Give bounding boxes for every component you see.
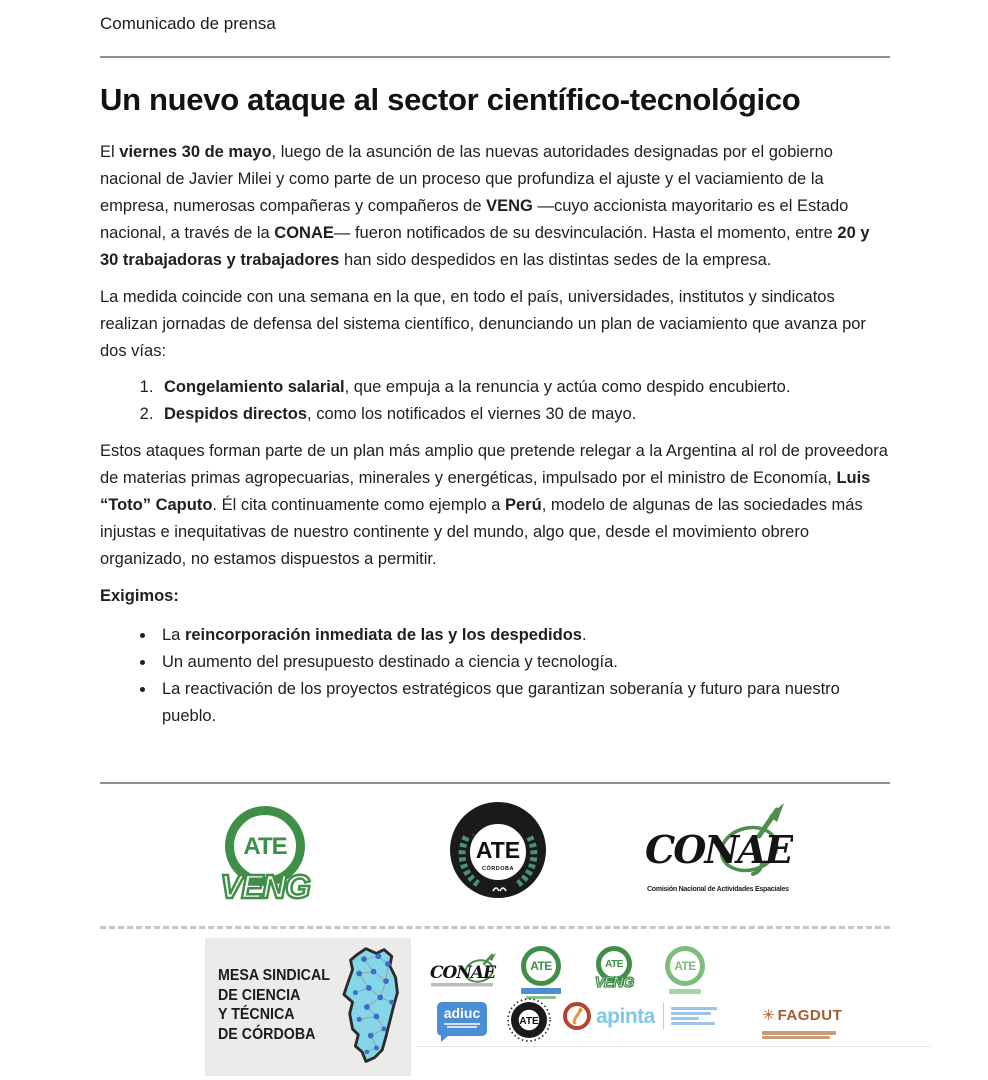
- ate-badge-label: ATE: [530, 958, 552, 973]
- list-item-projects: • La reactivación de los proyectos estratégicos que garantizan soberanía y futuro para nuestro pueblo.: [156, 676, 890, 730]
- apinta-caption-bars: [671, 1007, 717, 1025]
- mesa-sindical-logo: [205, 938, 411, 1076]
- fagdut-label: FAGDUT: [777, 1007, 843, 1024]
- apinta-ring-icon: [563, 1002, 591, 1030]
- ate-veng-ate-label: ATE: [243, 832, 287, 860]
- ate-veng-small-logo: [587, 946, 641, 991]
- member-logos-panel: [417, 938, 755, 1048]
- ate-badge2-label: ATE: [674, 958, 696, 973]
- ate-veng-logo: [205, 806, 325, 904]
- divider-logos: [100, 782, 890, 784]
- paragraph-plan: Estos ataques forman parte de un plan más amplio que pretende relegar a la Argentina al rol de proveedora de materias primas agropecuarias, minerales y energéticas, impulsado por el ministro de Economía, Luis “Toto” Caputo. Él cita continuamente como ejemplo a Perú, modelo de algunas de las sociedades más injustas e inequitativas de nuestro continente y del mundo, algo que, desde el movimiento obrero organizado, no estamos dispuestos a permitir.: [100, 442, 888, 568]
- adiuc-label: adiuc: [443, 1005, 481, 1021]
- mesa-line-2: DE CIENCIA: [218, 986, 301, 1004]
- apinta-giraffe-icon: [569, 1007, 585, 1025]
- adiuc-caption-bar: [444, 1023, 480, 1025]
- paragraph-dismissals: El viernes 30 de mayo, luego de la asunción de las nuevas autoridades designadas por el gobierno nacional de Javier Milei y como parte de un proceso que profundiza el ajuste y el vaciamiento de la empresa, numerosas compañeras y compañeros de VENG —cuyo accionista mayoritario es el Estado nacional, a través de la CONAE— fueron notificados de su desvinculación. Hasta el momento, entre 20 y 30 trabajadoras y trabajadores han sido despedidos en las distintas sedes de la empresa.: [100, 143, 870, 269]
- mesa-line-3: Y TÉCNICA: [218, 1006, 295, 1023]
- ate-veng-veng-label: VENG: [220, 868, 310, 905]
- demands-heading: Exigimos:: [100, 587, 179, 605]
- ate-badge2-logo: [665, 946, 705, 994]
- list-item-direct-layoffs: 2. Despidos directos, como los notificados el viernes 30 de mayo.: [158, 401, 890, 428]
- signature-logo-row: [0, 800, 988, 910]
- list-item-wage-freeze: 1. Congelamiento salarial, que empuja a la renuncia y actúa como despido encubierto.: [158, 374, 890, 401]
- fagdut-logo: [762, 1002, 842, 1039]
- list-item-reinstatement: • La reincorporación inmediata de las y los despedidos.: [156, 622, 890, 649]
- ate-cordoba-ate-label: ATE: [475, 837, 521, 863]
- cordoba-map-icon: [321, 942, 407, 1070]
- divider-top: [100, 56, 890, 58]
- ate-veng-small-veng-label: VENG: [594, 974, 634, 991]
- adiuc-logo: [437, 1002, 487, 1036]
- page-title: Un nuevo ataque al sector científico-tecnológico: [100, 82, 801, 117]
- ate-badge-logo: [521, 946, 561, 999]
- ate-cordoba-cordoba-label: CÓRDOBA: [482, 866, 514, 872]
- fagdut-star-icon: ✳: [762, 1007, 775, 1024]
- conae-small-icon: [429, 952, 501, 992]
- mesa-sindical-label: [218, 966, 330, 1044]
- apinta-logo: [563, 1002, 717, 1030]
- ate-cordoba-small-logo: [507, 998, 551, 1051]
- ate-badge-ribbon-icon: [521, 988, 561, 994]
- ate-badge-ring-icon: [521, 946, 561, 986]
- paragraph-context: La medida coincide con una semana en la que, en todo el país, universidades, institutos y sindicatos realizan jornadas de defensa del sistema científico, denunciando un plan de vaciamiento que avanza por dos vías:: [100, 288, 866, 360]
- apinta-divider: [663, 1003, 664, 1029]
- dashed-divider: [100, 926, 890, 929]
- ate-badge2-caption-bar: [669, 989, 701, 994]
- conae-logo: [643, 802, 793, 906]
- ate-cordoba-logo: [448, 800, 548, 909]
- numbered-list: [100, 374, 890, 428]
- ate-veng-small-ate-label: ATE: [605, 958, 623, 970]
- ate-cordoba-badge-icon: [448, 800, 548, 900]
- conae-caption-label: Comisión Nacional de Actividades Espaciales: [647, 886, 789, 893]
- conae-small-logo: [429, 952, 501, 1001]
- adiuc-bubble-tail-icon: [441, 1035, 449, 1042]
- mesa-line-1: MESA SINDICAL: [218, 967, 330, 984]
- mesa-line-4: DE CÓRDOBA: [218, 1025, 316, 1043]
- image-edge-line: [417, 1046, 930, 1047]
- ate-cordoba-small-label: ATE: [519, 1016, 539, 1027]
- conae-small-label: CONAE: [430, 963, 496, 983]
- kicker: Comunicado de prensa: [100, 14, 276, 33]
- ate-cordoba-small-icon: [507, 998, 551, 1042]
- footer-logo-strip: [0, 938, 988, 1080]
- adiuc-caption-bar2: [447, 1026, 477, 1028]
- ate-badge2-ring-icon: [665, 946, 705, 986]
- fagdut-caption-bar2: [762, 1036, 830, 1039]
- conae-name-label: CONAE: [645, 827, 792, 872]
- conae-logo-icon: [643, 802, 793, 897]
- list-item-budget: • Un aumento del presupuesto destinado a ciencia y tecnología.: [156, 649, 890, 676]
- apinta-label: apinta: [596, 1004, 655, 1028]
- fagdut-caption-bar: [762, 1031, 836, 1035]
- bullet-list: [100, 622, 890, 730]
